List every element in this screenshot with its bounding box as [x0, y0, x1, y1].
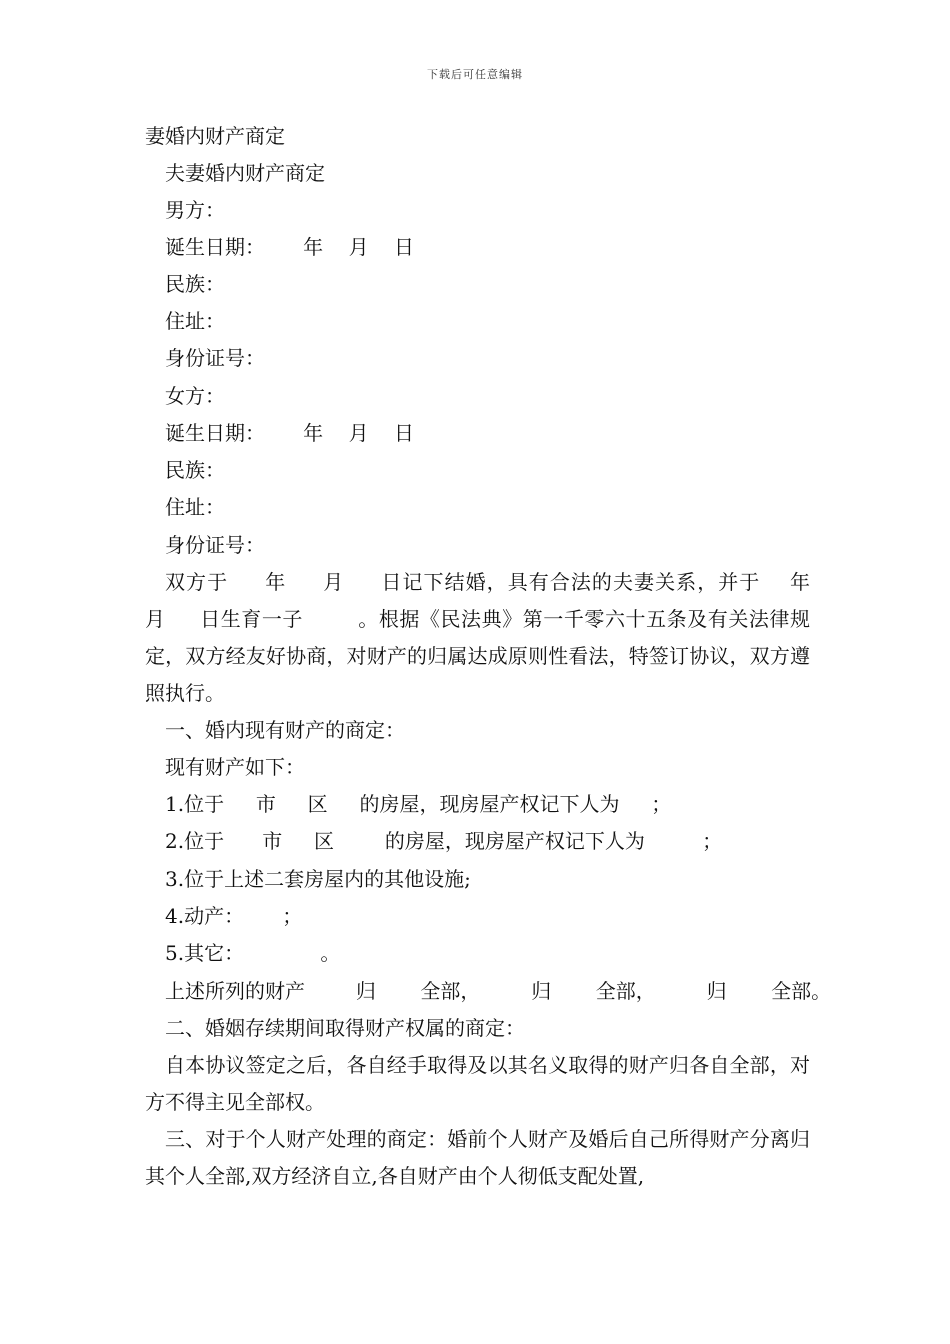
document-title: 妻婚内财产商定	[145, 124, 285, 148]
male-label: 男方：	[165, 198, 225, 222]
ownership-line: 上述所列的财产 归 全部， 归 全部， 归 全部。	[165, 979, 832, 1003]
section3-body: 三、对于个人财产处理的商定：婚前个人财产及婚后自己所得财产分离归其个人全部,双方经济自立,各自财产由个人彻低支配处置,	[145, 1127, 810, 1188]
asset-item-1: 1.位于 市 区 的房屋，现房屋产权记下人为 ；	[165, 792, 672, 816]
female-label: 女方：	[165, 384, 225, 408]
female-ethnicity: 民族：	[165, 458, 225, 482]
asset-item-2: 2.位于 市 区 的房屋，现房屋产权记下人为 ；	[165, 829, 723, 853]
page-header: 下载后可任意编辑	[427, 68, 523, 81]
asset-item-3: 3.位于上述二套房屋内的其他设施;	[165, 867, 471, 891]
document-subtitle: 夫妻婚内财产商定	[165, 161, 325, 185]
female-id-number: 身份证号：	[165, 533, 265, 557]
asset-item-5: 5.其它： 。	[165, 941, 341, 965]
section2-title: 二、婚姻存续期间取得财产权属的商定：	[165, 1016, 525, 1040]
male-id-number: 身份证号：	[165, 346, 265, 370]
male-address: 住址：	[165, 309, 225, 333]
male-birth-date: 诞生日期： 年 月 日	[165, 235, 415, 259]
asset-item-4: 4.动产： ；	[165, 904, 303, 928]
female-address: 住址：	[165, 495, 225, 519]
section1-title: 一、婚内现有财产的商定：	[165, 718, 405, 742]
female-birth-date: 诞生日期： 年 月 日	[165, 421, 415, 445]
section1-lead: 现有财产如下：	[165, 755, 305, 779]
section2-body: 自本协议签定之后，各自经手取得及以其名义取得的财产归各自全部，对方不得主见全部权。	[145, 1053, 810, 1114]
intro-paragraph: 双方于 年 月 日记下结婚，具有合法的夫妻关系，并于 年 月 日生育一子 。根据《民法典》第一千零六十五条及有关法律规定，双方经友好协商，对财产的归属达成原则性看法，特签订协议，双方遵照执行。	[145, 570, 836, 705]
male-ethnicity: 民族：	[165, 272, 225, 296]
